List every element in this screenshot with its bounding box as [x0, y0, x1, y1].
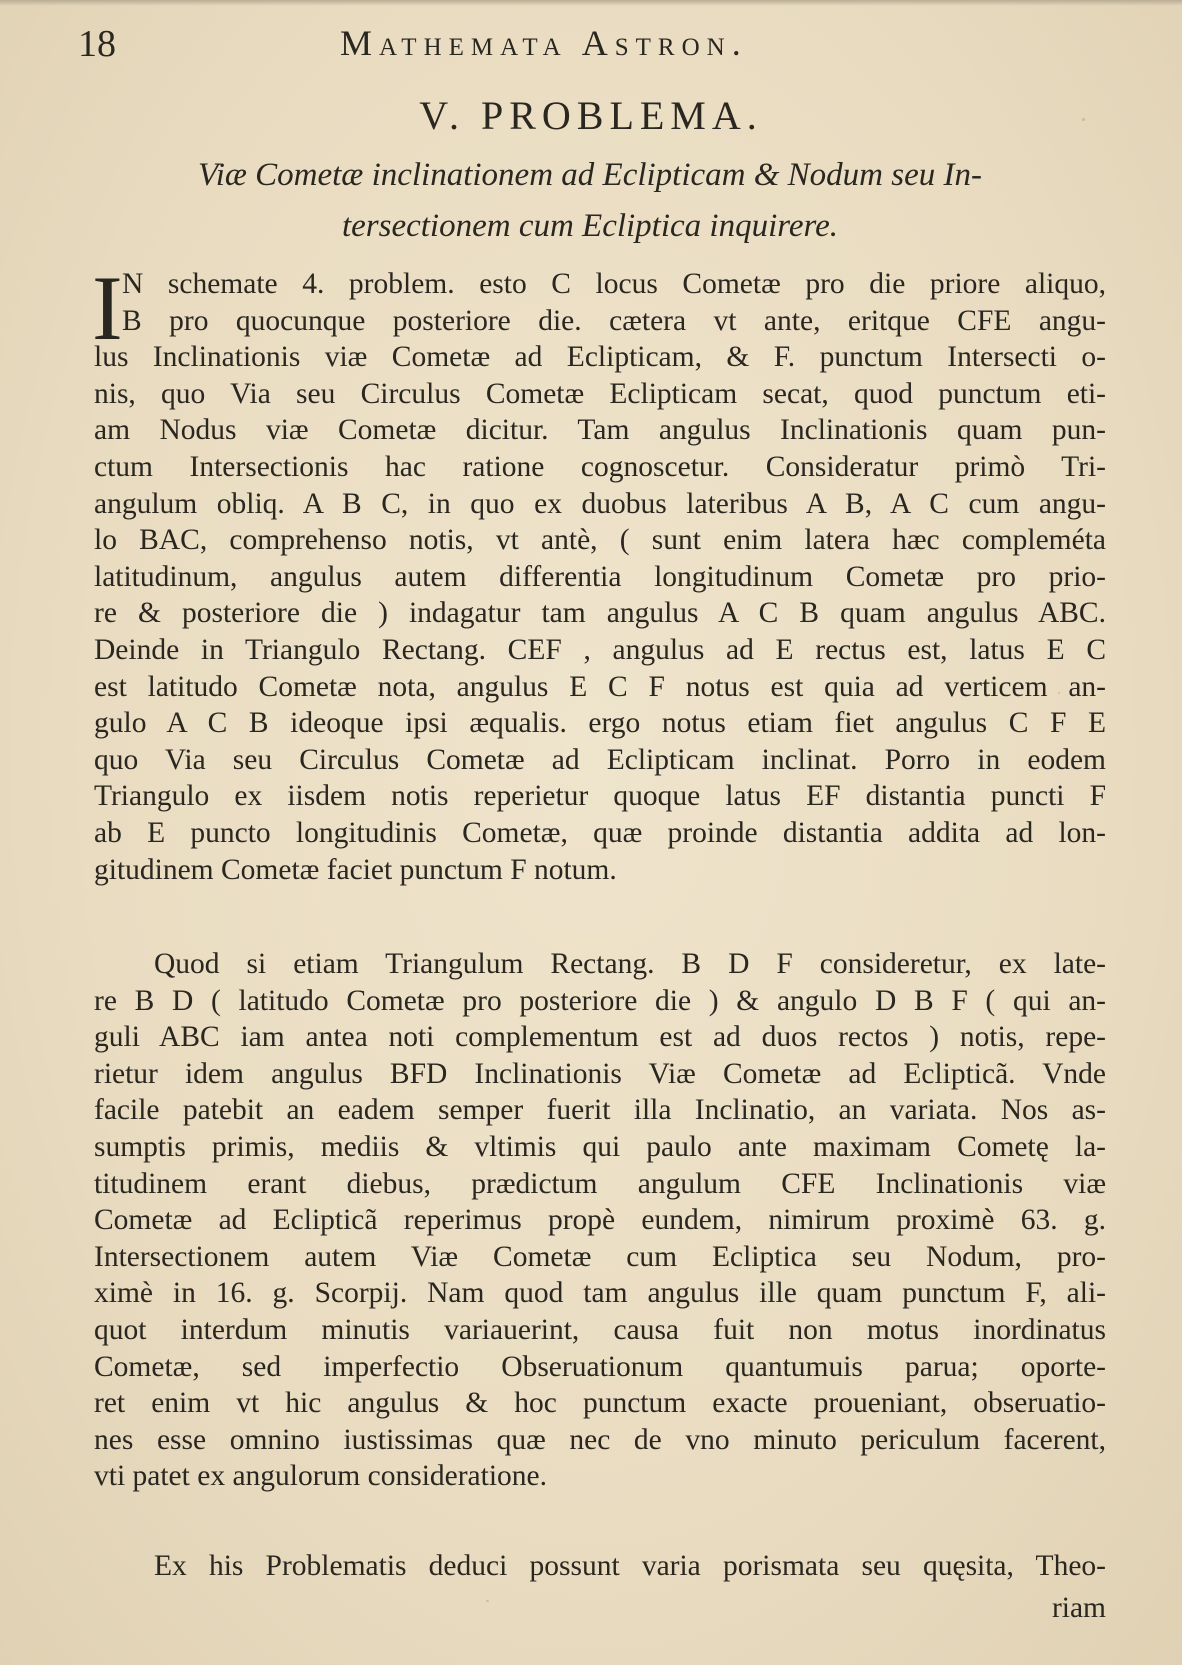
text-line: Cometæ ad Eclipticã reperimus propè eundem, nimirum proximè 63. g. [94, 1204, 1106, 1237]
text-line: vti patet ex angulorum consideratione. [94, 1460, 548, 1493]
text-line: ctum Intersectionis hac ratione cognoscetur. Consideratur primò Tri- [94, 450, 1106, 483]
paper-speck [1058, 692, 1060, 694]
subtitle-line: Viæ Cometæ inclinationem ad Eclipticam & Nodum seu In- [198, 157, 982, 193]
text-line: Intersectionem autem Viæ Cometæ cum Ecliptica seu Nodum, pro- [94, 1240, 1106, 1273]
text-line: gitudinem Cometæ faciet punctum F notum. [94, 853, 617, 886]
text-line: rietur idem angulus BFD Inclinationis Viæ Cometæ ad Eclipticã. Vnde [94, 1057, 1106, 1090]
text-line: B pro quocunque posteriore die. cætera vt ante, eritque CFE angu- [122, 304, 1106, 337]
text-line: quot interdum minutis variauerint, causa fuit non motus inordinatus [94, 1313, 1106, 1346]
text-line: Cometæ, sed imperfectio Obseruationum quantumuis parua; oporte- [94, 1350, 1106, 1383]
paragraph-3 [94, 1548, 1106, 1585]
text-line: angulum obliq. A B C, in quo ex duobus lateribus A B, A C cum angu- [94, 487, 1106, 520]
text-line: sumptis primis, mediis & vltimis qui paulo ante maximam Cometę la- [94, 1130, 1106, 1163]
text-line: guli ABC iam antea noti complementum est ad duos rectos ) notis, repe- [94, 1021, 1106, 1054]
text-line: titudinem erant diebus, prædictum angulum CFE Inclinationis viæ [94, 1167, 1106, 1200]
catchword: riam [1051, 1592, 1106, 1624]
page-edge-shadow [0, 0, 1182, 6]
drop-cap: I [92, 257, 123, 359]
text-line: Ex his Problematis deduci possunt varia porismata seu quęsita, Theo- [154, 1550, 1106, 1582]
text-line: Triangulo ex iisdem notis reperietur quoque latus EF distantia puncti F [94, 780, 1106, 813]
subtitle-line: tersectionem cum Ecliptica inquirere. [341, 208, 839, 244]
text-line: lo BAC, comprehenso notis, vt antè, ( sunt enim latera hæc compleméta [94, 524, 1106, 557]
text-line: am Nodus viæ Cometæ dicitur. Tam angulus Inclinationis quam pun- [94, 414, 1106, 447]
paragraph-2 [94, 946, 1106, 1495]
text-line: re B D ( latitudo Cometæ pro posteriore die ) & angulo D B F ( qui an- [94, 984, 1106, 1017]
text-line: gulo A C B ideoque ipsi æqualis. ergo notus etiam fiet angulus C F E [94, 707, 1106, 740]
text-line: Quod si etiam Triangulum Rectang. B D F consideretur, ex late- [154, 948, 1106, 980]
page-number: 18 [78, 23, 116, 65]
text-line: nis, quo Via seu Circulus Cometæ Eclipticam secat, quod punctum eti- [94, 377, 1106, 410]
page-header [78, 14, 1120, 74]
text-line: latitudinum, angulus autem differentia longitudinum Cometæ pro prio- [94, 560, 1106, 593]
running-title: Mathemata Astron. [340, 23, 748, 63]
text-line: nes esse omnino iustissimas quæ nec de vno minuto periculum facerent, [94, 1423, 1106, 1456]
text-line: re & posteriore die ) indagatur tam angulus A C B quam angulus ABC. [94, 597, 1106, 630]
paragraph-1 [92, 257, 1106, 888]
text-line: lus Inclinationis viæ Cometæ ad Eclipticam, & F. punctum Intersecti o- [94, 341, 1106, 374]
problem-title: V. PROBLEMA. [419, 93, 763, 138]
text-line: ab E puncto longitudinis Cometæ, quæ proinde distantia addita ad lon- [94, 816, 1106, 849]
text-line: facile patebit an eadem semper fuerit illa Inclinatio, an variata. Nos as- [94, 1094, 1106, 1127]
text-line: quo Via seu Circulus Cometæ ad Eclipticam inclinat. Porro in eodem [94, 743, 1106, 776]
text-line: est latitudo Cometæ nota, angulus E C F notus est quia ad verticem an- [94, 670, 1106, 703]
text-line: N schemate 4. problem. esto C locus Cometæ pro die priore aliquo, [122, 268, 1106, 300]
text-line: ret enim vt hic angulus & hoc punctum exacte proueniant, obseruatio- [94, 1387, 1106, 1420]
paper-speck [1082, 118, 1085, 121]
text-line: Deinde in Triangulo Rectang. CEF , angulus ad E rectus est, latus E C [94, 633, 1106, 666]
paper-speck [486, 1600, 489, 1602]
text-line: ximè in 16. g. Scorpij. Nam quod tam angulus ille quam punctum F, ali- [94, 1277, 1106, 1310]
problem-subtitle [140, 150, 1040, 252]
